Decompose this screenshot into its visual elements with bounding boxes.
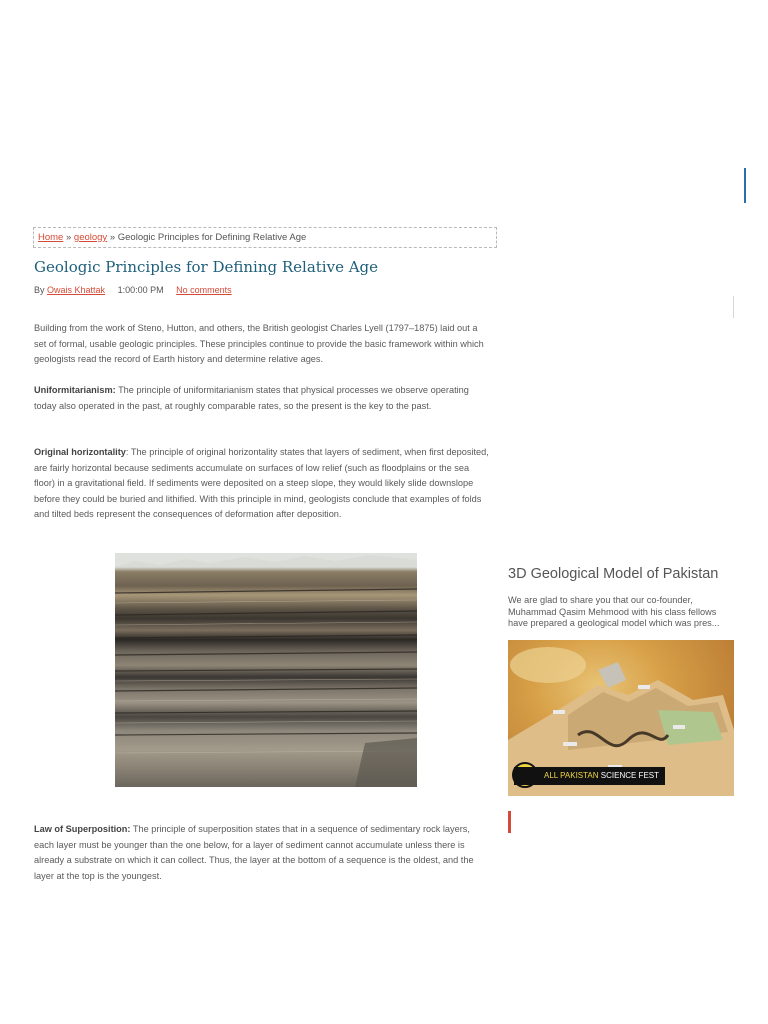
- post-time: 1:00:00 PM: [117, 285, 164, 295]
- sidebar-post-title[interactable]: 3D Geological Model of Pakistan: [508, 566, 719, 582]
- badge-text-white: SCIENCE FEST: [598, 771, 659, 780]
- breadcrumb-separator: »: [63, 232, 74, 243]
- uniformitarianism-text: The principle of uniformitarianism states that physical processes we observe operating today also operated in the past, at roughly comparable rates, so the present is the key to the past.: [34, 385, 469, 411]
- intro-paragraph: Building from the work of Steno, Hutton, and others, the British geologist Charles Lyell (1797–1875) laid out a set of formal, usable geologic principles. These principles continue to provide the basic framework within which geologists read the record of Earth history and determine relative ages.: [34, 323, 484, 365]
- breadcrumb-separator: »: [107, 232, 118, 243]
- sidebar-post-excerpt: We are glad to share you that our co-founder, Muhammad Qasim Mehmood with his class fellows have prepared a geological model which was pres...: [508, 595, 720, 629]
- author-link[interactable]: Owais Khattak: [47, 285, 106, 295]
- breadcrumb-current: Geologic Principles for Defining Relative Age: [117, 232, 307, 243]
- comments-link[interactable]: No comments: [176, 285, 232, 295]
- breadcrumb: [33, 227, 497, 248]
- badge-text-yellow: ALL PAKISTAN: [544, 771, 599, 780]
- science-fest-badge: [514, 767, 665, 785]
- post-title: Geologic Principles for Defining Relative Age: [34, 258, 379, 276]
- post-meta: [34, 285, 232, 295]
- rock-strata-image: [115, 553, 417, 787]
- superposition-text: The principle of superposition states that in a sequence of sedimentary rock layers, each layer must be younger than the one below, for a layer of sediment cannot accumulate unless there is already a substrate on which it can collect. Thus, the layer at the bottom of a sequence is the oldest, and the layer at the top is the youngest.: [34, 824, 474, 881]
- horizontality-paragraph: [34, 445, 490, 523]
- uniformitarianism-paragraph: [34, 383, 490, 414]
- accent-bar: [744, 168, 746, 203]
- superposition-paragraph: [34, 822, 490, 884]
- breadcrumb-home-link[interactable]: Home: [38, 232, 64, 243]
- horizontality-label: Original horizontality: [34, 447, 126, 457]
- divider-line: [733, 296, 734, 318]
- meta-by: By: [34, 285, 45, 295]
- horizontality-text: : The principle of original horizontality states that layers of sediment, when first deposited, are fairly horizontal because sediments accumulate on surfaces of low relief (such as floodplains or the sea floor) in a gravitational field. If sediments were deposited on a steep slope, they would likely slide downslope before they could be buried and lithified. With this principle in mind, geologists conclude that examples of folds and tilted beds represent the consequences of deformation after deposition.: [34, 447, 489, 520]
- uniformitarianism-label: Uniformitarianism:: [34, 385, 116, 395]
- geological-model-image[interactable]: [508, 640, 734, 796]
- superposition-label: Law of Superposition:: [34, 824, 131, 834]
- sidebar-section-marker: [508, 811, 511, 833]
- breadcrumb-category-link[interactable]: geology: [73, 232, 108, 243]
